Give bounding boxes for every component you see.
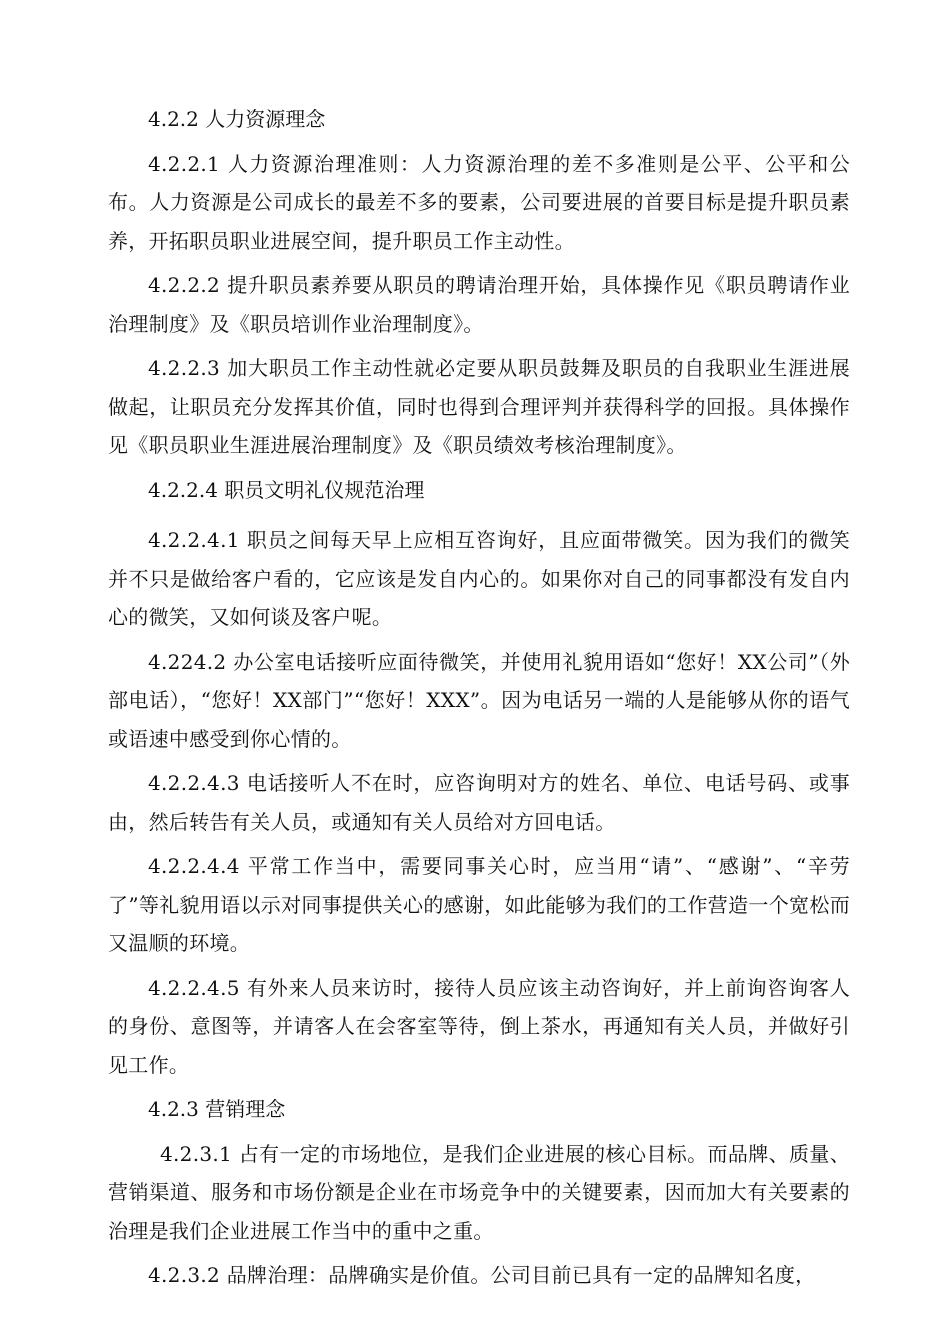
paragraph-4-2-2-4-4: 4.2.2.4.4 平常工作当中，需要同事关心时，应当用“请”、“感谢”、“辛劳了”等礼貌用语以示对同事提供关心的感谢，如此能够为我们的工作营造一个宽松而又温顺的环境。 xyxy=(108,854,850,955)
paragraph-4-2-2-4-3: 4.2.2.4.3 电话接听人不在时，应咨询明对方的姓名、单位、电话号码、或事由，然后转告有关人员，或通知有关人员给对方回电话。 xyxy=(108,771,850,834)
paragraph-4-2-2-1: 4.2.2.1 人力资源治理准则：人力资源治理的差不多准则是公平、公平和公布。人力资源是公司成长的最差不多的要素，公司要进展的首要目标是提升职员素养，开拓职员职业进展空间，提升职员工作主动性。 xyxy=(108,151,850,253)
paragraph-4-2-2-4-5: 4.2.2.4.5 有外来人员来访时，接待人员应该主动咨询好，并上前询咨询客人的身份、意图等，并请客人在会客室等待，倒上茶水，再通知有关人员，并做好引见工作。 xyxy=(108,975,850,1077)
paragraph-4-2-24-2: 4.224.2 办公室电话接听应面待微笑，并使用礼貌用语如“您好！XX公司”（外部电话），“您好！XX部门”“您好！XXX”。因为电话另一端的人是能够从你的语气或语速中感受到你心情的。 xyxy=(108,649,850,751)
section-heading-4-2-2: 4.2.2 人力资源理念 xyxy=(148,107,326,131)
document-body xyxy=(108,100,850,1301)
paragraph-4-2-2-4-1: 4.2.2.4.1 职员之间每天早上应相互咨询好，且应面带微笑。因为我们的微笑并不只是做给客户看的，它应该是发自内心的。如果你对自己的同事都没有发自内心的微笑，又如何谈及客户呢。 xyxy=(108,528,850,629)
paragraph-4-2-2-2: 4.2.2.2 提升职员素养要从职员的聘请治理开始，具体操作见《职员聘请作业治理制度》及《职员培训作业治理制度》。 xyxy=(108,273,850,336)
paragraph-4-2-3-2: 4.2.3.2 品牌治理：品牌确实是价值。公司目前已具有一定的品牌知名度， xyxy=(148,1263,816,1287)
section-heading-4-2-2-4: 4.2.2.4 职员文明礼仪规范治理 xyxy=(148,477,425,502)
section-heading-4-2-3: 4.2.3 营销理念 xyxy=(148,1097,286,1121)
paragraph-4-2-2-3: 4.2.2.3 加大职员工作主动性就必定要从职员鼓舞及职员的自我职业生涯进展做起，让职员充分发挥其价值，同时也得到合理评判并获得科学的回报。具体操作见《职员职业生涯进展治理制度》及《职员绩效考核治理制度》。 xyxy=(108,356,850,457)
paragraph-4-2-3-1: 4.2.3.1 占有一定的市场地位，是我们企业进展的核心目标。而品牌、质量、营销渠道、服务和市场份额是企业在市场竞争中的关键要素，因而加大有关要素的治理是我们企业进展工作当中的重中之重。 xyxy=(108,1141,850,1243)
